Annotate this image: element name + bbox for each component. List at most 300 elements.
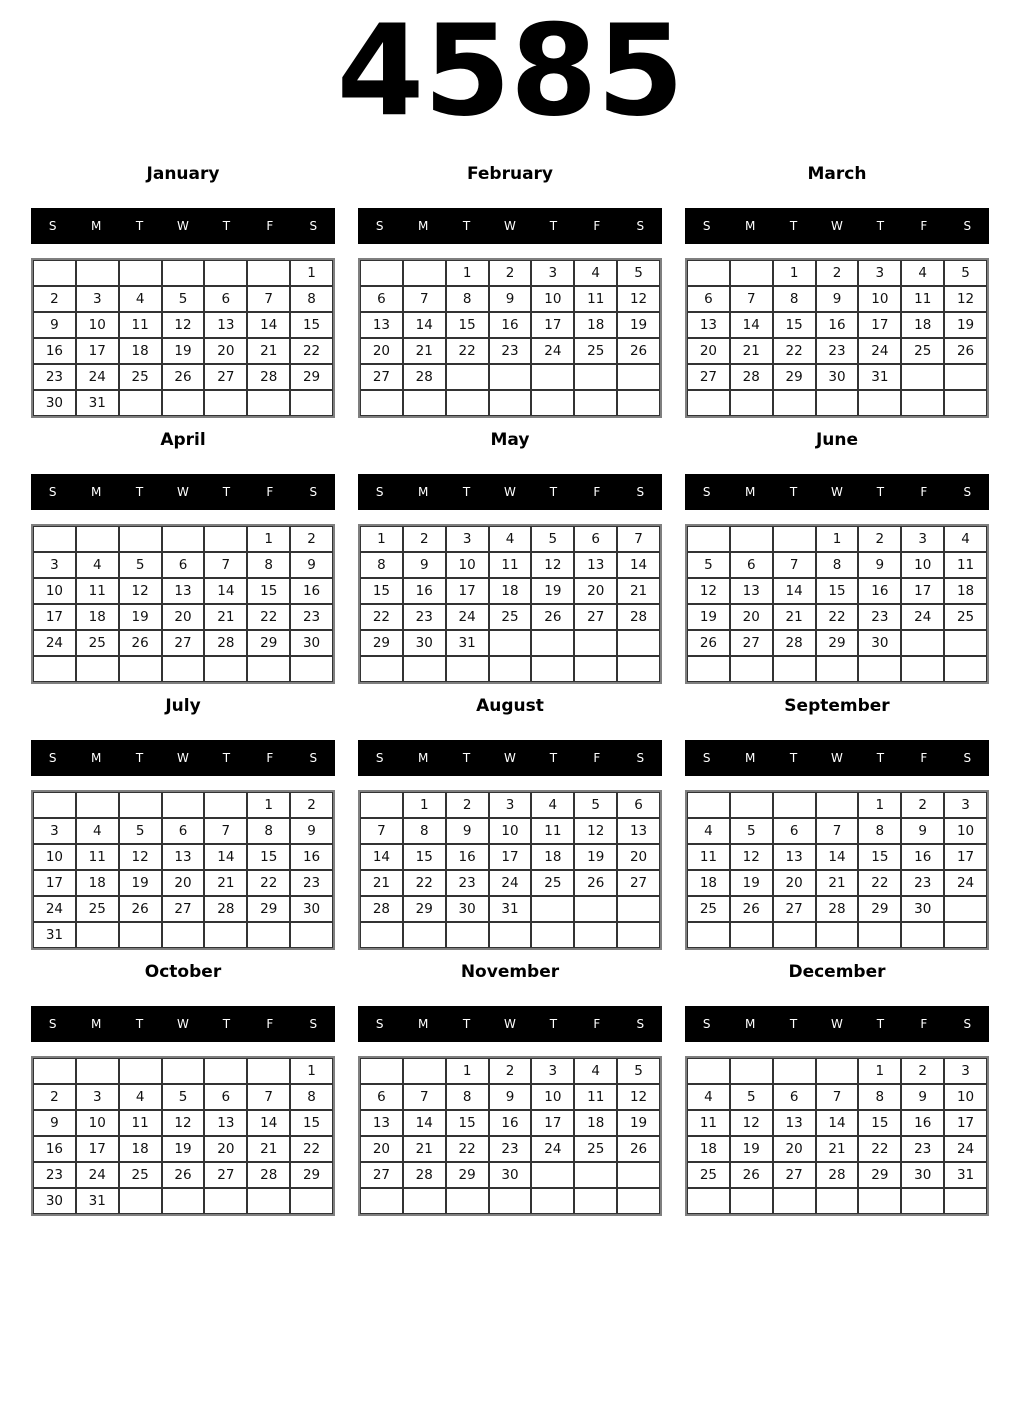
weekday-label: W xyxy=(177,485,189,499)
day-cell: 8 xyxy=(360,552,403,578)
day-cell: 8 xyxy=(247,552,290,578)
day-cell: 29 xyxy=(858,1162,901,1188)
weekday-label: S xyxy=(636,485,645,499)
day-cell: 26 xyxy=(730,896,773,922)
day-cell: 7 xyxy=(360,818,403,844)
weekday-label: T xyxy=(549,219,558,233)
day-cell: 22 xyxy=(403,870,446,896)
empty-day-cell xyxy=(687,390,730,416)
weekday-label: M xyxy=(744,1017,756,1031)
month-may xyxy=(358,427,662,684)
day-cell: 28 xyxy=(816,1162,859,1188)
empty-day-cell xyxy=(574,896,617,922)
weekday-label: T xyxy=(135,751,144,765)
empty-day-cell xyxy=(531,630,574,656)
day-cell: 24 xyxy=(531,1136,574,1162)
day-cell: 1 xyxy=(360,526,403,552)
day-cell: 4 xyxy=(76,818,119,844)
empty-day-cell xyxy=(773,526,816,552)
empty-day-cell xyxy=(204,922,247,948)
month-title: May xyxy=(490,430,530,450)
day-cell: 11 xyxy=(119,312,162,338)
day-cell: 16 xyxy=(403,578,446,604)
empty-day-cell xyxy=(617,364,660,390)
day-cell: 1 xyxy=(446,260,489,286)
weekday-label: F xyxy=(920,219,928,233)
day-cell: 14 xyxy=(204,578,247,604)
day-cell: 17 xyxy=(944,844,987,870)
day-cell: 26 xyxy=(617,1136,660,1162)
day-cell: 15 xyxy=(290,312,333,338)
day-cell: 13 xyxy=(773,844,816,870)
empty-day-cell xyxy=(687,1058,730,1084)
day-cell: 16 xyxy=(290,844,333,870)
day-grid xyxy=(358,258,662,418)
day-cell: 3 xyxy=(858,260,901,286)
empty-day-cell xyxy=(944,364,987,390)
day-cell: 19 xyxy=(119,604,162,630)
weekday-label: S xyxy=(702,751,711,765)
day-cell: 19 xyxy=(574,844,617,870)
empty-day-cell xyxy=(119,390,162,416)
empty-day-cell xyxy=(944,630,987,656)
empty-day-cell xyxy=(204,1058,247,1084)
month-title: November xyxy=(460,962,560,982)
weekday-header xyxy=(685,474,989,510)
day-cell: 14 xyxy=(816,844,859,870)
month-title: July xyxy=(165,696,201,716)
day-cell: 3 xyxy=(76,1084,119,1110)
day-cell: 14 xyxy=(247,1110,290,1136)
day-cell: 28 xyxy=(617,604,660,630)
weekday-label: T xyxy=(462,751,471,765)
day-cell: 22 xyxy=(290,338,333,364)
empty-day-cell xyxy=(76,260,119,286)
day-cell: 22 xyxy=(290,1136,333,1162)
day-cell: 29 xyxy=(247,630,290,656)
empty-day-cell xyxy=(290,922,333,948)
weekday-label: M xyxy=(744,751,756,765)
day-cell: 30 xyxy=(489,1162,532,1188)
month-january xyxy=(31,161,335,418)
day-cell: 21 xyxy=(204,870,247,896)
empty-day-cell xyxy=(816,1058,859,1084)
weekday-label: S xyxy=(375,751,384,765)
month-title: March xyxy=(807,164,867,184)
empty-day-cell xyxy=(76,792,119,818)
day-cell: 7 xyxy=(816,818,859,844)
weekday-label: F xyxy=(593,751,601,765)
day-cell: 31 xyxy=(76,1188,119,1214)
day-cell: 6 xyxy=(617,792,660,818)
day-cell: 13 xyxy=(360,312,403,338)
empty-day-cell xyxy=(489,656,532,682)
empty-day-cell xyxy=(944,922,987,948)
weekday-label: S xyxy=(48,1017,57,1031)
day-cell: 15 xyxy=(858,1110,901,1136)
day-cell: 27 xyxy=(360,1162,403,1188)
day-cell: 28 xyxy=(773,630,816,656)
day-cell: 10 xyxy=(944,818,987,844)
day-cell: 20 xyxy=(360,338,403,364)
weekday-header xyxy=(31,208,335,244)
day-cell: 25 xyxy=(574,1136,617,1162)
day-cell: 31 xyxy=(33,922,76,948)
empty-day-cell xyxy=(162,1188,205,1214)
empty-day-cell xyxy=(247,922,290,948)
empty-day-cell xyxy=(162,1058,205,1084)
day-cell: 29 xyxy=(858,896,901,922)
day-cell: 15 xyxy=(290,1110,333,1136)
day-cell: 7 xyxy=(204,818,247,844)
empty-day-cell xyxy=(730,792,773,818)
empty-day-cell xyxy=(204,1188,247,1214)
day-cell: 21 xyxy=(730,338,773,364)
day-cell: 25 xyxy=(531,870,574,896)
day-cell: 28 xyxy=(204,630,247,656)
day-cell: 16 xyxy=(901,844,944,870)
day-cell: 23 xyxy=(901,870,944,896)
weekday-label: T xyxy=(222,751,231,765)
day-cell: 8 xyxy=(858,1084,901,1110)
day-cell: 9 xyxy=(858,552,901,578)
day-cell: 15 xyxy=(446,1110,489,1136)
day-cell: 11 xyxy=(76,578,119,604)
empty-day-cell xyxy=(617,1188,660,1214)
day-cell: 26 xyxy=(119,630,162,656)
weekday-label: W xyxy=(831,751,843,765)
empty-day-cell xyxy=(687,526,730,552)
empty-day-cell xyxy=(617,390,660,416)
day-cell: 23 xyxy=(290,604,333,630)
weekday-label: S xyxy=(309,1017,318,1031)
day-cell: 21 xyxy=(247,1136,290,1162)
empty-day-cell xyxy=(531,656,574,682)
weekday-label: S xyxy=(963,751,972,765)
weekday-label: S xyxy=(309,751,318,765)
day-cell: 26 xyxy=(687,630,730,656)
day-cell: 7 xyxy=(617,526,660,552)
empty-day-cell xyxy=(119,1058,162,1084)
day-cell: 5 xyxy=(162,286,205,312)
day-cell: 30 xyxy=(446,896,489,922)
empty-day-cell xyxy=(204,792,247,818)
day-cell: 21 xyxy=(816,1136,859,1162)
day-cell: 19 xyxy=(617,1110,660,1136)
empty-day-cell xyxy=(773,792,816,818)
day-cell: 1 xyxy=(446,1058,489,1084)
empty-day-cell xyxy=(33,1058,76,1084)
day-cell: 19 xyxy=(531,578,574,604)
day-cell: 24 xyxy=(858,338,901,364)
day-cell: 2 xyxy=(901,792,944,818)
empty-day-cell xyxy=(730,922,773,948)
day-cell: 10 xyxy=(901,552,944,578)
weekday-label: M xyxy=(744,219,756,233)
day-cell: 5 xyxy=(119,552,162,578)
day-cell: 27 xyxy=(617,870,660,896)
day-cell: 20 xyxy=(204,1136,247,1162)
day-cell: 28 xyxy=(403,1162,446,1188)
weekday-header xyxy=(358,474,662,510)
empty-day-cell xyxy=(446,922,489,948)
day-cell: 11 xyxy=(687,1110,730,1136)
day-cell: 5 xyxy=(617,1058,660,1084)
day-cell: 22 xyxy=(247,870,290,896)
weekday-label: S xyxy=(309,219,318,233)
day-cell: 5 xyxy=(730,818,773,844)
day-cell: 26 xyxy=(531,604,574,630)
empty-day-cell xyxy=(773,390,816,416)
day-cell: 3 xyxy=(531,1058,574,1084)
empty-day-cell xyxy=(531,390,574,416)
day-cell: 3 xyxy=(489,792,532,818)
empty-day-cell xyxy=(816,922,859,948)
day-cell: 3 xyxy=(33,552,76,578)
day-cell: 15 xyxy=(247,578,290,604)
day-cell: 4 xyxy=(531,792,574,818)
day-cell: 5 xyxy=(944,260,987,286)
weekday-label: W xyxy=(177,1017,189,1031)
day-cell: 22 xyxy=(816,604,859,630)
day-cell: 8 xyxy=(446,286,489,312)
weekday-label: S xyxy=(963,1017,972,1031)
day-cell: 23 xyxy=(33,1162,76,1188)
weekday-label: S xyxy=(309,485,318,499)
day-cell: 9 xyxy=(489,1084,532,1110)
day-cell: 10 xyxy=(531,286,574,312)
day-cell: 1 xyxy=(403,792,446,818)
empty-day-cell xyxy=(162,526,205,552)
day-cell: 12 xyxy=(162,312,205,338)
weekday-label: F xyxy=(920,751,928,765)
weekday-label: S xyxy=(375,219,384,233)
day-cell: 29 xyxy=(360,630,403,656)
day-cell: 11 xyxy=(574,1084,617,1110)
day-cell: 30 xyxy=(403,630,446,656)
weekday-label: F xyxy=(920,485,928,499)
day-cell: 24 xyxy=(76,1162,119,1188)
day-cell: 1 xyxy=(247,792,290,818)
day-cell: 23 xyxy=(816,338,859,364)
day-cell: 23 xyxy=(446,870,489,896)
day-cell: 17 xyxy=(76,1136,119,1162)
day-cell: 2 xyxy=(403,526,446,552)
day-cell: 14 xyxy=(360,844,403,870)
empty-day-cell xyxy=(119,260,162,286)
day-cell: 4 xyxy=(119,1084,162,1110)
day-cell: 2 xyxy=(858,526,901,552)
day-cell: 21 xyxy=(617,578,660,604)
day-cell: 20 xyxy=(687,338,730,364)
day-cell: 15 xyxy=(403,844,446,870)
day-cell: 25 xyxy=(76,896,119,922)
day-cell: 17 xyxy=(531,312,574,338)
day-cell: 30 xyxy=(33,390,76,416)
day-cell: 5 xyxy=(687,552,730,578)
day-cell: 16 xyxy=(489,1110,532,1136)
day-cell: 5 xyxy=(531,526,574,552)
month-april xyxy=(31,427,335,684)
day-cell: 27 xyxy=(162,896,205,922)
day-cell: 2 xyxy=(446,792,489,818)
empty-day-cell xyxy=(901,364,944,390)
month-title: October xyxy=(144,962,222,982)
day-cell: 19 xyxy=(162,338,205,364)
empty-day-cell xyxy=(944,390,987,416)
day-cell: 1 xyxy=(858,1058,901,1084)
day-cell: 10 xyxy=(76,312,119,338)
empty-day-cell xyxy=(687,1188,730,1214)
day-cell: 10 xyxy=(33,578,76,604)
day-cell: 17 xyxy=(531,1110,574,1136)
empty-day-cell xyxy=(901,1188,944,1214)
empty-day-cell xyxy=(858,922,901,948)
day-cell: 29 xyxy=(816,630,859,656)
weekday-label: T xyxy=(135,485,144,499)
day-cell: 22 xyxy=(858,1136,901,1162)
weekday-header xyxy=(685,1006,989,1042)
weekday-label: T xyxy=(549,1017,558,1031)
day-cell: 20 xyxy=(360,1136,403,1162)
weekday-label: T xyxy=(222,1017,231,1031)
day-cell: 25 xyxy=(687,1162,730,1188)
day-cell: 25 xyxy=(76,630,119,656)
day-cell: 13 xyxy=(204,1110,247,1136)
weekday-label: T xyxy=(222,219,231,233)
day-cell: 10 xyxy=(446,552,489,578)
day-cell: 30 xyxy=(33,1188,76,1214)
day-cell: 3 xyxy=(901,526,944,552)
empty-day-cell xyxy=(617,1162,660,1188)
day-cell: 20 xyxy=(773,1136,816,1162)
day-cell: 24 xyxy=(446,604,489,630)
weekday-label: W xyxy=(504,219,516,233)
day-cell: 19 xyxy=(944,312,987,338)
day-grid xyxy=(685,1056,989,1216)
day-cell: 26 xyxy=(617,338,660,364)
day-cell: 11 xyxy=(901,286,944,312)
weekday-header xyxy=(358,208,662,244)
day-cell: 19 xyxy=(687,604,730,630)
day-grid xyxy=(358,524,662,684)
day-cell: 24 xyxy=(531,338,574,364)
day-cell: 6 xyxy=(204,1084,247,1110)
day-cell: 6 xyxy=(773,818,816,844)
day-cell: 25 xyxy=(687,896,730,922)
day-cell: 21 xyxy=(247,338,290,364)
day-cell: 21 xyxy=(403,1136,446,1162)
weekday-header xyxy=(31,740,335,776)
day-cell: 21 xyxy=(403,338,446,364)
day-cell: 7 xyxy=(816,1084,859,1110)
day-cell: 23 xyxy=(290,870,333,896)
weekday-header xyxy=(358,740,662,776)
weekday-label: T xyxy=(549,751,558,765)
empty-day-cell xyxy=(360,792,403,818)
month-title: February xyxy=(466,164,554,184)
empty-day-cell xyxy=(858,390,901,416)
day-cell: 4 xyxy=(574,260,617,286)
day-cell: 8 xyxy=(816,552,859,578)
day-cell: 5 xyxy=(617,260,660,286)
day-cell: 13 xyxy=(204,312,247,338)
day-cell: 4 xyxy=(489,526,532,552)
empty-day-cell xyxy=(162,260,205,286)
month-september xyxy=(685,693,989,950)
day-cell: 1 xyxy=(247,526,290,552)
day-cell: 23 xyxy=(489,338,532,364)
weekday-label: T xyxy=(135,1017,144,1031)
day-cell: 16 xyxy=(858,578,901,604)
empty-day-cell xyxy=(816,792,859,818)
empty-day-cell xyxy=(730,390,773,416)
day-cell: 3 xyxy=(446,526,489,552)
month-august xyxy=(358,693,662,950)
day-cell: 23 xyxy=(33,364,76,390)
day-cell: 18 xyxy=(119,338,162,364)
day-cell: 1 xyxy=(290,260,333,286)
day-cell: 18 xyxy=(574,1110,617,1136)
day-cell: 20 xyxy=(162,870,205,896)
empty-day-cell xyxy=(204,656,247,682)
day-cell: 6 xyxy=(360,286,403,312)
month-november xyxy=(358,959,662,1216)
empty-day-cell xyxy=(33,656,76,682)
empty-day-cell xyxy=(119,656,162,682)
day-cell: 22 xyxy=(446,338,489,364)
empty-day-cell xyxy=(773,656,816,682)
day-cell: 25 xyxy=(944,604,987,630)
weekday-label: S xyxy=(636,1017,645,1031)
month-title: December xyxy=(788,962,886,982)
day-grid xyxy=(31,524,335,684)
day-cell: 13 xyxy=(773,1110,816,1136)
empty-day-cell xyxy=(489,922,532,948)
day-cell: 13 xyxy=(162,578,205,604)
empty-day-cell xyxy=(360,922,403,948)
day-cell: 17 xyxy=(446,578,489,604)
day-cell: 16 xyxy=(816,312,859,338)
day-cell: 2 xyxy=(33,1084,76,1110)
empty-day-cell xyxy=(531,922,574,948)
day-cell: 6 xyxy=(687,286,730,312)
weekday-label: T xyxy=(876,219,885,233)
day-cell: 22 xyxy=(247,604,290,630)
day-cell: 13 xyxy=(162,844,205,870)
day-cell: 19 xyxy=(730,1136,773,1162)
day-cell: 23 xyxy=(403,604,446,630)
weekday-label: F xyxy=(266,751,274,765)
weekday-header xyxy=(685,208,989,244)
empty-day-cell xyxy=(617,896,660,922)
weekday-label: W xyxy=(504,751,516,765)
month-july xyxy=(31,693,335,950)
months-grid xyxy=(0,161,1020,1216)
empty-day-cell xyxy=(489,630,532,656)
day-cell: 27 xyxy=(773,896,816,922)
day-cell: 2 xyxy=(290,526,333,552)
day-cell: 14 xyxy=(617,552,660,578)
empty-day-cell xyxy=(290,1188,333,1214)
weekday-label: M xyxy=(417,751,429,765)
month-title: January xyxy=(146,164,220,184)
day-cell: 25 xyxy=(119,1162,162,1188)
day-cell: 1 xyxy=(773,260,816,286)
weekday-header xyxy=(31,1006,335,1042)
day-cell: 29 xyxy=(403,896,446,922)
month-june xyxy=(685,427,989,684)
